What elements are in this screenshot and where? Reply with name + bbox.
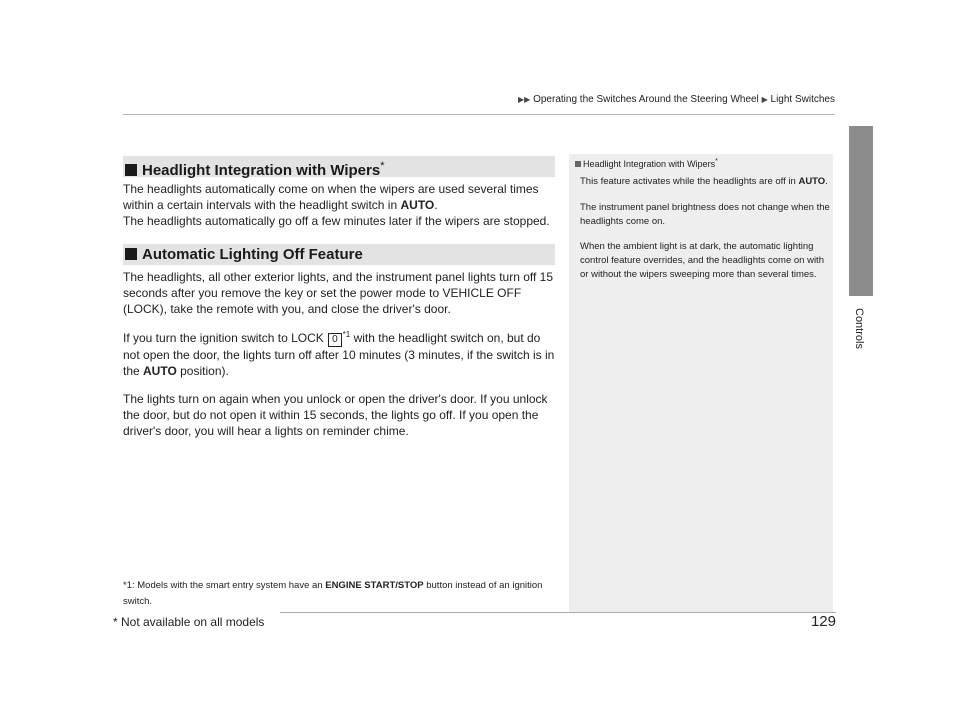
chapter-tab[interactable] (853, 308, 867, 378)
bold-text: AUTO (143, 364, 177, 378)
header-divider (123, 114, 835, 115)
text: . (434, 198, 438, 212)
breadcrumb-parent[interactable]: Operating the Switches Around the Steering Wheel (533, 94, 759, 105)
chapter-tab-label: Controls (853, 308, 865, 349)
sidebar-note-2: The instrument panel brightness does not change when the headlights come on. (580, 202, 830, 227)
section-heading-headlight-integration (123, 156, 555, 177)
sidebar-title[interactable] (575, 158, 830, 169)
paragraph-headlight-integration-2: The headlights automatically go off a few minutes later if the wipers are stopped. (123, 214, 550, 228)
availability-mark: * (715, 158, 718, 165)
square-bullet-icon (125, 164, 137, 176)
section-heading-auto-lighting-off (123, 244, 555, 265)
paragraph-headlight-integration-1 (123, 181, 555, 213)
text: . (825, 176, 828, 187)
bold-text: AUTO (798, 176, 826, 187)
paragraph-auto-lighting-off-2 (123, 327, 555, 379)
text: The headlights automatically come on when the wipers are used several times within a certain intervals with the headlight switch in (123, 182, 539, 212)
bold-text: AUTO (400, 198, 435, 212)
availability-note: * Not available on all models (113, 615, 265, 629)
paragraph-auto-lighting-off-1: The headlights, all other exterior lights, and the instrument panel lights turn off 15 seconds after you remove the key or set the power mode to VEHICLE OFF (LOCK), take the remote with you, and close the driver's door. (123, 270, 554, 316)
sidebar-note-3: When the ambient light is at dark, the automatic lighting control feature overrides, and the headlights come on with or without the wipers sweeping more than several times. (580, 241, 824, 280)
sidebar-note-1 (580, 175, 830, 189)
text: with the headlight switch on, but do not open the door, the lights turn off after 10 minutes (3 minutes, if the switch is in the (123, 331, 555, 378)
footnote (123, 578, 555, 610)
text: This feature activates while the headlights are off in (580, 176, 799, 187)
section-title: Headlight Integration with Wipers (142, 162, 381, 179)
paragraph-auto-lighting-off-3: The lights turn on again when you unlock or open the driver's door. If you unlock the door, but do not open it within 15 seconds, the lights go off. If you open the driver's door, you will hear a lights on reminder chime. (123, 392, 548, 438)
text: *1: Models with the smart entry system have an (123, 580, 326, 591)
breadcrumb (500, 94, 835, 105)
text: position). (176, 364, 229, 378)
availability-mark: * (380, 160, 385, 172)
reference-icon (575, 161, 581, 167)
double-arrow-icon: ▶▶ (518, 95, 531, 104)
text: Headlight Integration with Wipers (583, 159, 716, 169)
page-number: 129 (810, 613, 836, 630)
footnote-ref[interactable]: *1 (342, 330, 351, 339)
arrow-icon: ▶ (761, 95, 768, 104)
chapter-tab-marker (849, 126, 873, 296)
text: If you turn the ignition switch to LOCK (123, 331, 328, 345)
section-title: Automatic Lighting Off Feature (142, 246, 363, 263)
bold-text: ENGINE START/STOP (325, 580, 424, 591)
text: button instead of an ignition switch. (123, 580, 543, 607)
square-bullet-icon (125, 248, 137, 260)
lock-position-key: 0 (328, 333, 342, 347)
breadcrumb-current[interactable]: Light Switches (770, 94, 835, 105)
